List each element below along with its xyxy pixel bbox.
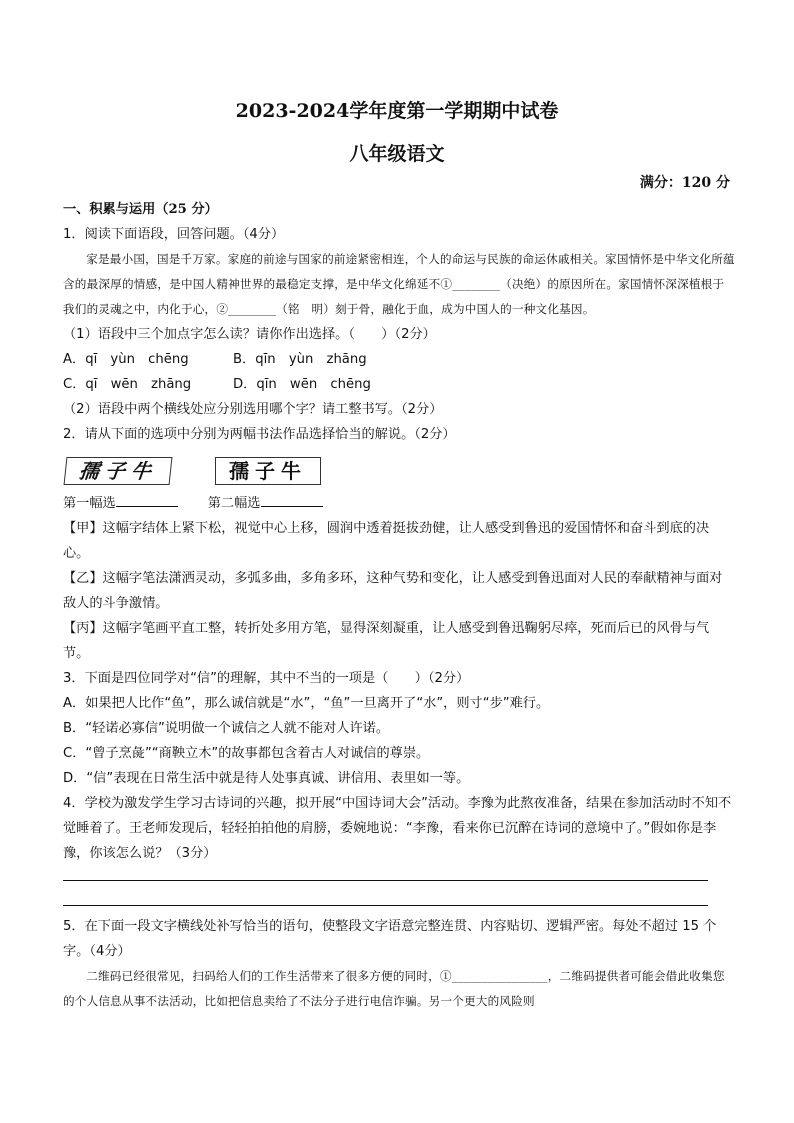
- exam-subtitle: 八年级语文: [349, 143, 445, 165]
- q1-sub2: （2）语段中两个横线处应分别选用哪个字？请工整书写。（2分）: [63, 402, 443, 417]
- q1-option-b: B．qīn yùn zhāng: [233, 352, 367, 367]
- q5-passage: 二维码已经很常见，扫码给人们的工作生活带来了很多方便的同时，①________________，二维码提供者可能会借此收集您的个人信息从事不法活动，比如把信息卖给了不法分子进行电信诈骗。另一个更大的风险则: [63, 969, 725, 1008]
- calligraphy-image-1: 孺子牛: [64, 457, 173, 485]
- q4-stem: 4．学校为激发学生学习古诗词的兴趣，拟开展“中国诗词大会”活动。李豫为此熬夜准备，结果在参加活动时不知不觉睡着了。王老师发现后，轻轻拍拍他的肩膀，委婉地说：“李豫，看来你已沉醉在诗词的意境中了。”假如你是李豫，你该怎么说？（3分）: [63, 796, 732, 861]
- q2-selection-row: [63, 491, 735, 516]
- q1-passage: 家是最小国，国是千万家。家庭的前途与国家的前途紧密相连，个人的命运与民族的命运休戚相关。家国情怀是中华文化所蕴含的最深厚的情感，是中国人精神世界的最稳定支撑，是中华文化绵延不①________（决绝）的原因所在。家国情怀深深植根于我们的灵魂之中，内化于心，②________（铭 明）刻于骨，融化于血，成为中国人的一种文化基因。: [63, 252, 735, 316]
- q2-option-bing: 【丙】这幅字笔画平直工整，转折处多用方笔，显得深刻凝重，让人感受到鲁迅鞠躬尽瘁，死而后已的风骨与气节。: [63, 621, 710, 661]
- exam-content: [63, 197, 735, 1014]
- q2-select-1: [63, 491, 178, 516]
- q1-options-row1: [63, 347, 735, 372]
- q1-option-a: A．qī yùn chēng: [63, 352, 189, 367]
- q2-option-jia: 【甲】这幅字结体上紧下松，视觉中心上移，圆润中透着挺拔劲健，让人感受到鲁迅的爱国情怀和奋斗到底的决心。: [63, 521, 710, 561]
- q3-option-a: A．如果把人比作“鱼”，那么诚信就是“水”，“鱼”一旦离开了“水”，则寸“步”难行。: [63, 696, 550, 711]
- q1-option-d: D．qīn wēn chēng: [233, 377, 371, 392]
- q2-option-yi: 【乙】这幅字笔法潇洒灵动，多弧多曲，多角多环，这种气势和变化，让人感受到鲁迅面对人民的奉献精神与面对敌人的斗争激情。: [63, 571, 723, 611]
- q2-select-1-label: 第一幅选: [63, 496, 116, 511]
- q1-option-c: C．qī wēn zhāng: [63, 377, 192, 392]
- q2-blank-2[interactable]: [261, 492, 323, 507]
- calligraphy-row: [65, 457, 735, 487]
- exam-title: 2023-2024学年度第一学期期中试卷: [235, 100, 559, 122]
- calligraphy-image-2: 孺子牛: [215, 457, 321, 485]
- q1-options-row2: [63, 372, 735, 397]
- q1-sub1: （1）语段中三个加点字怎么读？请你作出选择。（ ）（2分）: [63, 327, 436, 342]
- q1-stem: 1．阅读下面语段，回答问题。（4分）: [63, 227, 285, 242]
- q5-stem: 5．在下面一段文字横线处补写恰当的语句，使整段文字语意完整连贯、内容贴切、逻辑严密。每处不超过 15 个字。（4分）: [63, 919, 717, 959]
- q2-select-2-label: 第二幅选: [207, 496, 261, 511]
- q2-stem: 2．请从下面的选项中分别为两幅书法作品选择恰当的解说。（2分）: [63, 427, 456, 442]
- q3-stem: 3．下面是四位同学对“信”的理解，其中不当的一项是（ ）（2分）: [63, 671, 470, 686]
- full-score: 满分：120 分: [639, 175, 730, 191]
- q2-select-2: [208, 491, 323, 516]
- q2-blank-1[interactable]: [116, 492, 178, 507]
- section-heading: 一、积累与运用（25 分）: [63, 202, 218, 217]
- q3-option-b: B．“轻诺必寡信”说明做一个诚信之人就不能对人许诺。: [63, 721, 390, 736]
- q3-option-c: C．“曾子烹彘”“商鞅立木”的故事都包含着古人对诚信的尊崇。: [63, 746, 430, 761]
- q3-option-d: D．“信”表现在日常生活中就是待人处事真诚、讲信用、表里如一等。: [63, 771, 470, 786]
